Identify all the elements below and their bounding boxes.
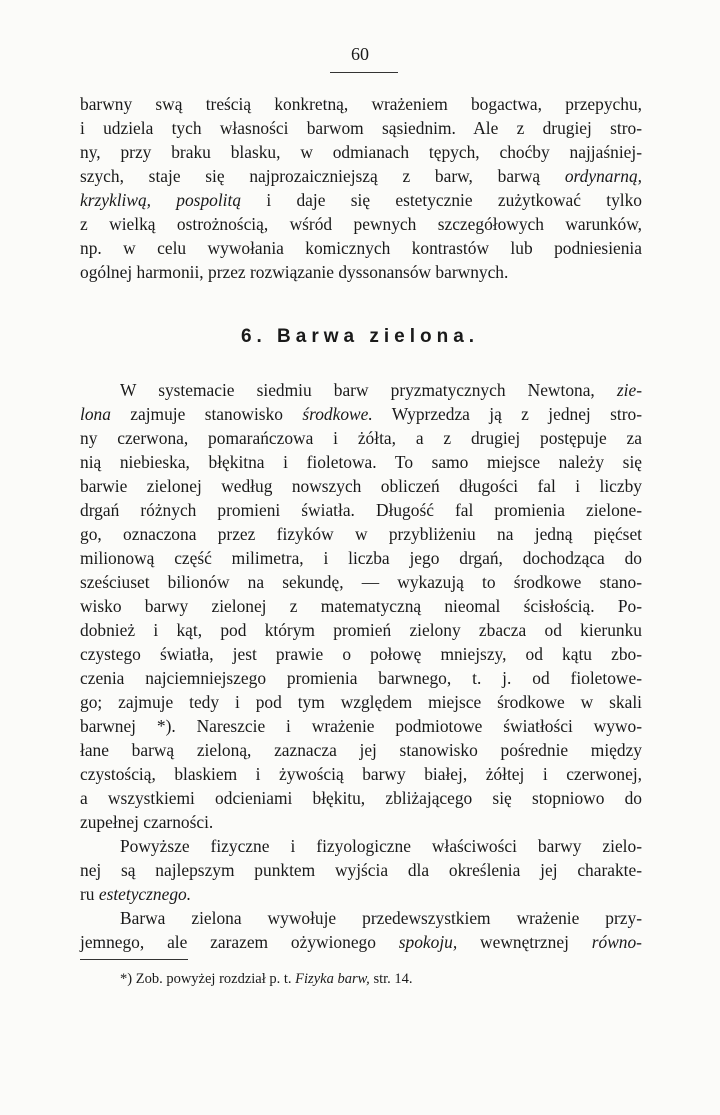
text-line: dobnież i kąt, pod którym promień zielony zbacza od kierunku — [80, 620, 642, 640]
text-line: Powyższe fizyczne i fizyologiczne właściwości barwy zielo- — [120, 836, 642, 856]
page-number: 60 — [351, 44, 369, 64]
text-line: go; zajmuje tedy i pod tym względem miejsce środkowe w skali — [80, 692, 642, 712]
text-line: Barwa zielona wywołuje przedewszystkiem wrażenie przy- — [120, 908, 642, 928]
text-line: nej są najlepszym punktem wyjścia dla określenia jej charakte- — [80, 860, 642, 880]
text-line: łane barwą zieloną, zaznacza jej stanowisko pośrednie między — [80, 740, 642, 760]
text-line: szych, staje się najprozaiczniejszą z barw, barwą ordynarną, — [80, 166, 642, 186]
text-line: czystością, blaskiem i żywością barwy białej, żółtej i czerwonej, — [80, 764, 642, 784]
text-line: ny, przy braku blasku, w odmianach tępych, choćby najjaśniej- — [80, 142, 642, 162]
text-line: drgań różnych promieni światła. Długość fal promienia zielone- — [80, 500, 642, 520]
text-line: ru estetycznego. — [80, 884, 192, 904]
text-line: np. w celu wywołania komicznych kontrastów lub podniesienia — [80, 238, 642, 258]
text-line: barwnej *). Nareszcie i wrażenie podmiotowe światłości wywo- — [80, 716, 642, 736]
text-line: milionową część milimetra, i liczba jego drgań, dochodząca do — [80, 548, 642, 568]
footnote-marker: *) — [120, 971, 133, 987]
text-line: W systemacie siedmiu barw pryzmatycznych Newtona, zie- — [120, 380, 642, 400]
text-line: krzykliwą, pospolitą i daje się estetycznie zużytkować tylko — [80, 190, 642, 210]
text-line: nią niebieska, błękitna i fioletowa. To samo miejsce należy się — [80, 452, 642, 472]
section-heading: 6. Barwa zielona. — [240, 326, 480, 347]
text-line: i udziela tych własności barwom sąsiednim. Ale z drugiej stro- — [80, 118, 642, 138]
text-line: z wielką ostrożnością, wśród pewnych szczegółowych warunków, — [80, 214, 642, 234]
text-line: sześciuset bilionów na sekundę, — wykazują to środkowe stano- — [80, 572, 642, 592]
text-line: wisko barwy zielonej z matematyczną nieomal ścisłością. Po- — [80, 596, 642, 616]
footnote: *) Zob. powyżej rozdział p. t. Fizyka barw, str. 14. — [120, 971, 413, 987]
text-line: ny czerwona, pomarańczowa i żółta, a z drugiej postępuje za — [80, 428, 642, 448]
text-line: zupełnej czarności. — [80, 812, 214, 832]
text-line: jemnego, ale zarazem ożywionego spokoju, wewnętrznej równo- — [80, 932, 642, 952]
text-line: ogólnej harmonii, przez rozwiązanie dyssonansów barwnych. — [80, 262, 509, 282]
text-line: barwie zielonej według nowszych obliczeń długości fal i liczby — [80, 476, 642, 496]
text-line: czenia najciemniejszego promienia barwnego, t. j. od fioletowe- — [80, 668, 642, 688]
footnote-rule — [80, 959, 188, 960]
text-line: a wszystkiemi odcieniami błękitu, zbliżającego się stopniowo do — [80, 788, 642, 808]
text-line: barwny swą treścią konkretną, wrażeniem bogactwa, przepychu, — [80, 94, 642, 114]
text-line: go, oznaczona przez fizyków w przybliżeniu na jedną pięćset — [80, 524, 642, 544]
text-line: czystego światła, jest prawie o połowę mniejszy, od kątu zbo- — [80, 644, 642, 664]
header-rule — [330, 72, 398, 73]
text-line: lona zajmuje stanowisko środkowe. Wyprzedza ją z jednej stro- — [80, 404, 643, 424]
